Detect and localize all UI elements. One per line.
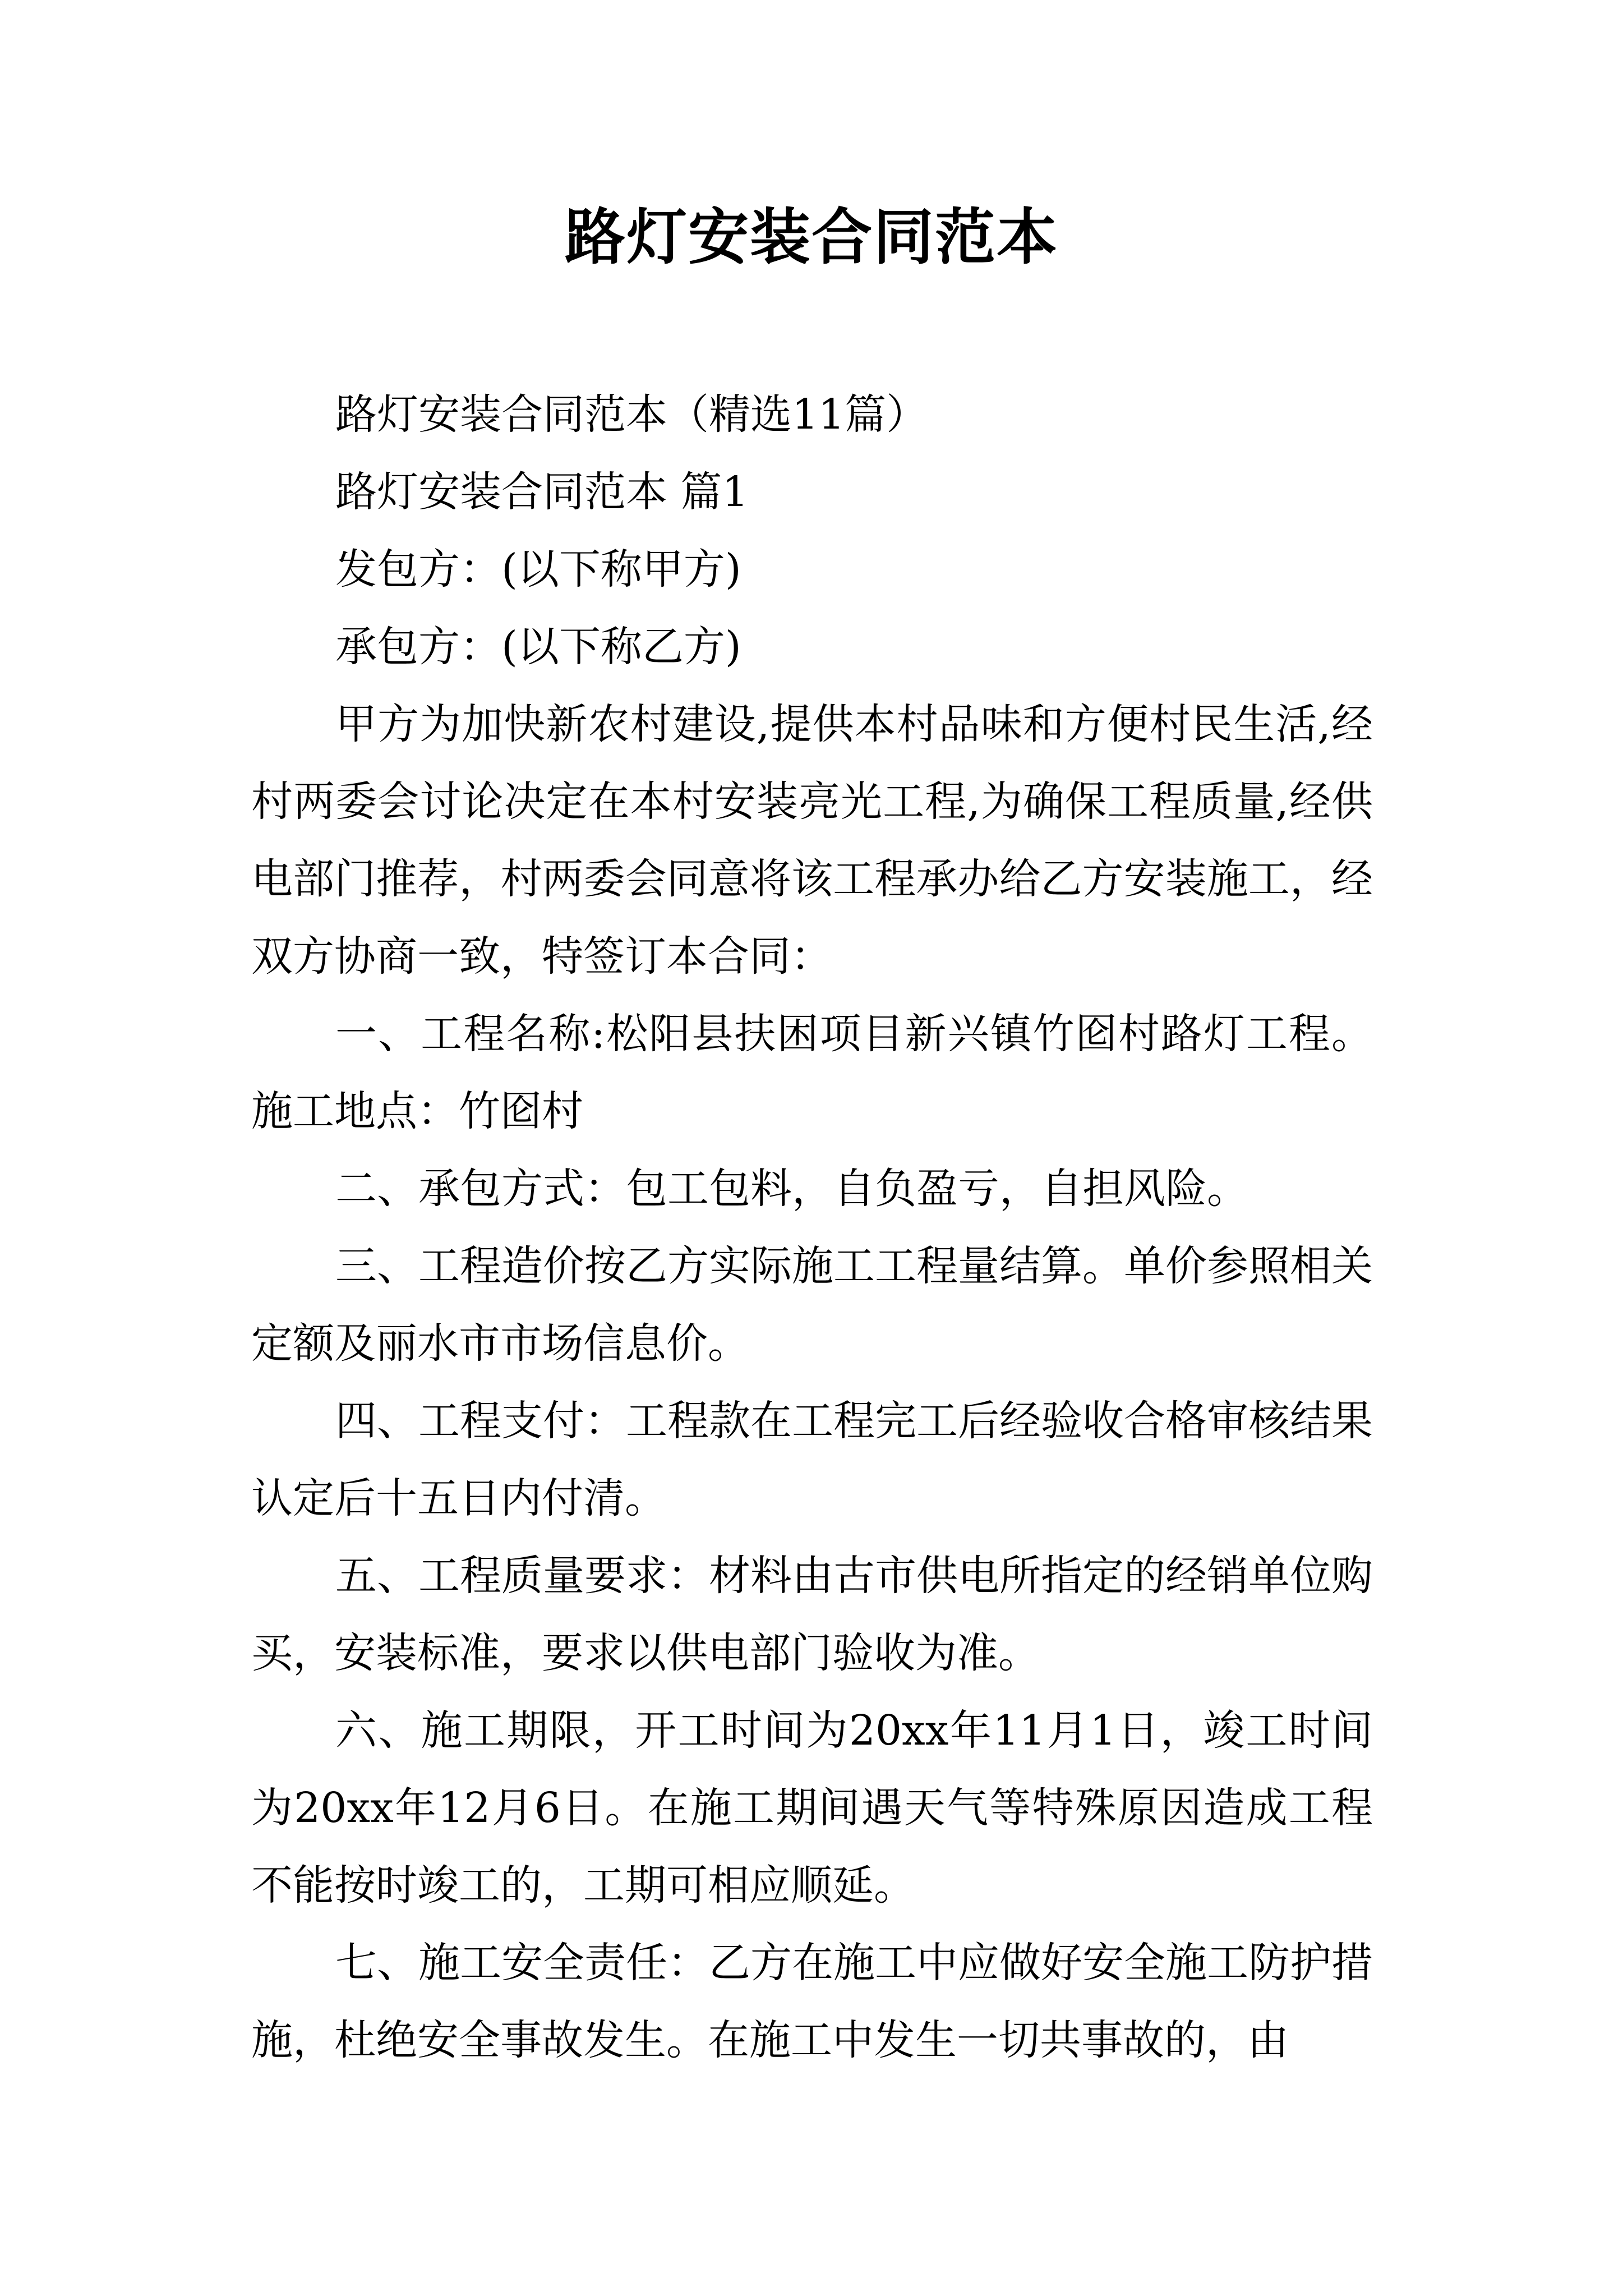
paragraph-subtitle: 路灯安装合同范本（精选11篇）	[335, 390, 928, 439]
paragraph-clause-4: 四、工程支付：工程款在工程完工后经验收合格审核结果认定后十五日内付清。	[251, 1397, 1373, 1522]
paragraph-party-a: 发包方：(以下称甲方)	[335, 545, 741, 593]
paragraph-clause-5: 五、工程质量要求：材料由古市供电所指定的经销单位购买，安装标准，要求以供电部门验收为准。	[251, 1552, 1373, 1677]
paragraph-party-b: 承包方：(以下称乙方)	[335, 623, 741, 671]
document-body	[251, 376, 1373, 2079]
paragraph-preamble: 甲方为加快新农村建设,提供本村品味和方便村民生活,经村两委会讨论决定在本村安装亮光工程,为确保工程质量,经供电部门推荐，村两委会同意将该工程承办给乙方安装施工，经双方协商一致，特签订本合同：	[251, 700, 1373, 981]
paragraph-clause-3: 三、工程造价按乙方实际施工工程量结算。单价参照相关定额及丽水市市场信息价。	[251, 1242, 1373, 1368]
paragraph-section-heading: 路灯安装合同范本 篇1	[335, 468, 749, 516]
paragraph-clause-7: 七、施工安全责任：乙方在施工中应做好安全施工防护措施，杜绝安全事故发生。在施工中发生一切共事故的，由	[251, 1939, 1373, 2064]
paragraph-clause-6: 六、施工期限，开工时间为20xx年11月1日，竣工时间为20xx年12月6日。在施工期间遇天气等特殊原因造成工程不能按时竣工的，工期可相应顺延。	[251, 1706, 1373, 1910]
paragraph-clause-1: 一、工程名称:松阳县扶困项目新兴镇竹囵村路灯工程。施工地点：竹囵村	[251, 1010, 1373, 1135]
document-title: 路灯安装合同范本	[564, 202, 1058, 273]
paragraph-clause-2: 二、承包方式：包工包料，自负盈亏，自担风险。	[335, 1165, 1248, 1213]
